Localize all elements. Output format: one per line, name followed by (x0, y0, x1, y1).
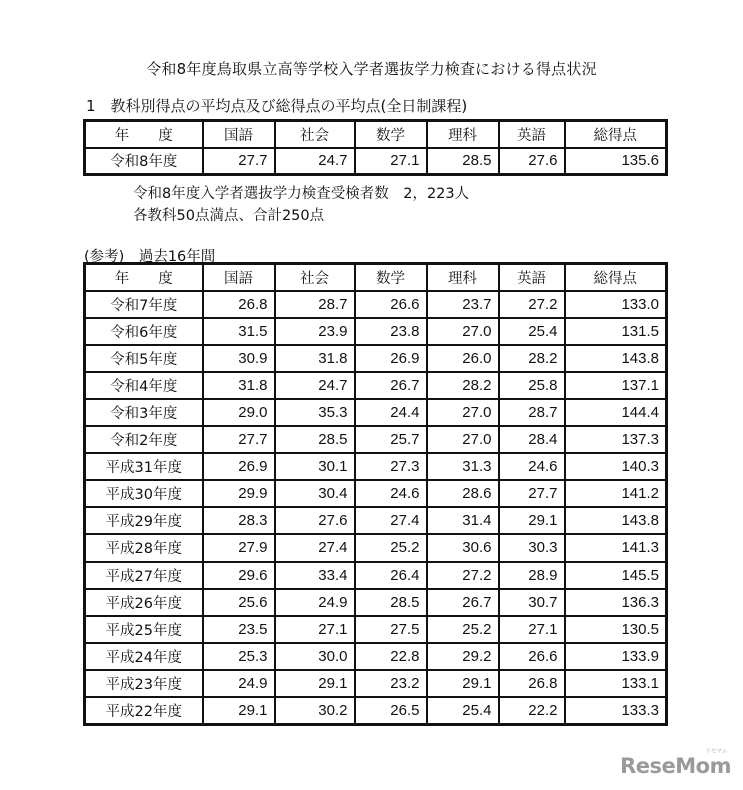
header-japanese: 国語 (203, 264, 275, 291)
score-japanese: 31.8 (203, 372, 275, 399)
table-row (85, 345, 667, 372)
score-science: 23.7 (427, 291, 499, 318)
score-social: 31.8 (275, 345, 355, 372)
score-english: 30.7 (499, 589, 565, 616)
header-year: 年 度 (85, 121, 203, 148)
score-social: 35.3 (275, 399, 355, 426)
score-total: 133.1 (565, 670, 667, 697)
score-math: 24.6 (355, 480, 427, 507)
score-total: 143.8 (565, 507, 667, 534)
score-japanese: 29.1 (203, 697, 275, 724)
score-total: 145.5 (565, 562, 667, 589)
header-english: 英語 (499, 121, 565, 148)
row-year: 令和3年度 (85, 399, 203, 426)
score-total: 133.3 (565, 697, 667, 724)
score-social: 27.6 (275, 507, 355, 534)
score-total: 133.9 (565, 643, 667, 670)
score-math: 26.7 (355, 372, 427, 399)
score-social: 27.4 (275, 534, 355, 561)
row-year: 令和8年度 (85, 148, 203, 175)
score-science: 30.6 (427, 534, 499, 561)
score-math: 26.5 (355, 697, 427, 724)
score-social: 30.2 (275, 697, 355, 724)
score-math: 23.8 (355, 318, 427, 345)
score-science: 31.4 (427, 507, 499, 534)
table-row (85, 453, 667, 480)
score-social: 27.1 (275, 616, 355, 643)
score-math: 26.4 (355, 562, 427, 589)
score-total: 130.5 (565, 616, 667, 643)
score-science: 28.5 (427, 148, 499, 175)
header-total: 総得点 (565, 264, 667, 291)
row-year: 平成22年度 (85, 697, 203, 724)
header-total: 総得点 (565, 121, 667, 148)
score-japanese: 29.0 (203, 399, 275, 426)
score-math: 24.4 (355, 399, 427, 426)
score-science: 28.2 (427, 372, 499, 399)
score-total: 141.2 (565, 480, 667, 507)
header-social: 社会 (275, 264, 355, 291)
score-japanese: 27.7 (203, 426, 275, 453)
score-japanese: 26.9 (203, 453, 275, 480)
score-english: 29.1 (499, 507, 565, 534)
table-row (85, 507, 667, 534)
score-english: 27.1 (499, 616, 565, 643)
score-english: 28.9 (499, 562, 565, 589)
score-total: 141.3 (565, 534, 667, 561)
score-science: 29.2 (427, 643, 499, 670)
score-total: 135.6 (565, 148, 667, 175)
scoring-note: 各教科50点満点、合計250点 (133, 208, 325, 224)
score-math: 26.9 (355, 345, 427, 372)
row-year: 令和2年度 (85, 426, 203, 453)
logo-text: ReseMom (620, 754, 731, 778)
table-row (85, 480, 667, 507)
score-total: 137.3 (565, 426, 667, 453)
score-math: 22.8 (355, 643, 427, 670)
score-social: 30.0 (275, 643, 355, 670)
score-japanese: 29.9 (203, 480, 275, 507)
score-total: 133.0 (565, 291, 667, 318)
table-row (85, 318, 667, 345)
row-year: 平成26年度 (85, 589, 203, 616)
header-year: 年 度 (85, 264, 203, 291)
score-social: 29.1 (275, 670, 355, 697)
score-social: 24.9 (275, 589, 355, 616)
resemom-logo (620, 748, 731, 778)
score-english: 27.7 (499, 480, 565, 507)
score-total: 137.1 (565, 372, 667, 399)
score-english: 26.6 (499, 643, 565, 670)
score-science: 31.3 (427, 453, 499, 480)
logo-subtext: リセマム (705, 748, 727, 755)
examinees-note: 令和8年度入学者選抜学力検査受検者数 2，223人 (133, 186, 470, 202)
score-science: 27.0 (427, 399, 499, 426)
score-japanese: 27.9 (203, 534, 275, 561)
score-english: 28.2 (499, 345, 565, 372)
score-math: 27.4 (355, 507, 427, 534)
row-year: 平成27年度 (85, 562, 203, 589)
row-year: 平成25年度 (85, 616, 203, 643)
score-japanese: 23.5 (203, 616, 275, 643)
table-row (85, 372, 667, 399)
table-row (85, 670, 667, 697)
header-science: 理科 (427, 121, 499, 148)
score-science: 27.0 (427, 426, 499, 453)
score-english: 22.2 (499, 697, 565, 724)
score-japanese: 25.6 (203, 589, 275, 616)
score-total: 144.4 (565, 399, 667, 426)
score-science: 25.2 (427, 616, 499, 643)
score-math: 25.2 (355, 534, 427, 561)
document-title: 令和8年度鳥取県立高等学校入学者選抜学力検査における得点状況 (146, 60, 597, 78)
table-row (85, 426, 667, 453)
table-header-row (85, 264, 667, 291)
score-japanese: 24.9 (203, 670, 275, 697)
score-english: 27.2 (499, 291, 565, 318)
score-english: 26.8 (499, 670, 565, 697)
header-social: 社会 (275, 121, 355, 148)
row-year: 令和5年度 (85, 345, 203, 372)
score-english: 30.3 (499, 534, 565, 561)
score-social: 24.7 (275, 148, 355, 175)
score-math: 25.7 (355, 426, 427, 453)
score-social: 30.4 (275, 480, 355, 507)
score-social: 30.1 (275, 453, 355, 480)
row-year: 令和6年度 (85, 318, 203, 345)
section-heading: 1 教科別得点の平均点及び総得点の平均点(全日制課程) (86, 97, 468, 115)
table-row (85, 589, 667, 616)
score-math: 23.2 (355, 670, 427, 697)
score-social: 23.9 (275, 318, 355, 345)
score-social: 33.4 (275, 562, 355, 589)
history-scores-table (83, 262, 668, 726)
score-science: 25.4 (427, 697, 499, 724)
score-japanese: 31.5 (203, 318, 275, 345)
score-math: 27.1 (355, 148, 427, 175)
score-english: 24.6 (499, 453, 565, 480)
score-japanese: 26.8 (203, 291, 275, 318)
header-science: 理科 (427, 264, 499, 291)
row-year: 平成30年度 (85, 480, 203, 507)
current-year-scores-table (83, 119, 668, 176)
score-japanese: 25.3 (203, 643, 275, 670)
score-total: 136.3 (565, 589, 667, 616)
table-row (85, 291, 667, 318)
score-japanese: 27.7 (203, 148, 275, 175)
score-science: 28.6 (427, 480, 499, 507)
score-japanese: 30.9 (203, 345, 275, 372)
score-science: 29.1 (427, 670, 499, 697)
score-science: 27.0 (427, 318, 499, 345)
score-science: 26.7 (427, 589, 499, 616)
score-math: 27.3 (355, 453, 427, 480)
table-row (85, 616, 667, 643)
header-math: 数学 (355, 121, 427, 148)
header-english: 英語 (499, 264, 565, 291)
row-year: 令和7年度 (85, 291, 203, 318)
score-total: 131.5 (565, 318, 667, 345)
row-year: 平成28年度 (85, 534, 203, 561)
score-math: 28.5 (355, 589, 427, 616)
score-social: 24.7 (275, 372, 355, 399)
score-science: 27.2 (427, 562, 499, 589)
header-math: 数学 (355, 264, 427, 291)
row-year: 平成29年度 (85, 507, 203, 534)
score-social: 28.5 (275, 426, 355, 453)
score-math: 26.6 (355, 291, 427, 318)
table-row (85, 399, 667, 426)
row-year: 平成23年度 (85, 670, 203, 697)
table-row (85, 697, 667, 724)
table-row (85, 534, 667, 561)
score-english: 25.8 (499, 372, 565, 399)
score-social: 28.7 (275, 291, 355, 318)
score-science: 26.0 (427, 345, 499, 372)
score-english: 28.4 (499, 426, 565, 453)
table-row (85, 643, 667, 670)
score-japanese: 28.3 (203, 507, 275, 534)
table-row (85, 148, 667, 175)
row-year: 平成24年度 (85, 643, 203, 670)
reference-heading: (参考) 過去16年間 (84, 249, 216, 265)
table-row (85, 562, 667, 589)
score-japanese: 29.6 (203, 562, 275, 589)
row-year: 平成31年度 (85, 453, 203, 480)
header-japanese: 国語 (203, 121, 275, 148)
score-total: 140.3 (565, 453, 667, 480)
row-year: 令和4年度 (85, 372, 203, 399)
table-header-row (85, 121, 667, 148)
score-math: 27.5 (355, 616, 427, 643)
score-english: 27.6 (499, 148, 565, 175)
score-english: 25.4 (499, 318, 565, 345)
score-total: 143.8 (565, 345, 667, 372)
score-english: 28.7 (499, 399, 565, 426)
